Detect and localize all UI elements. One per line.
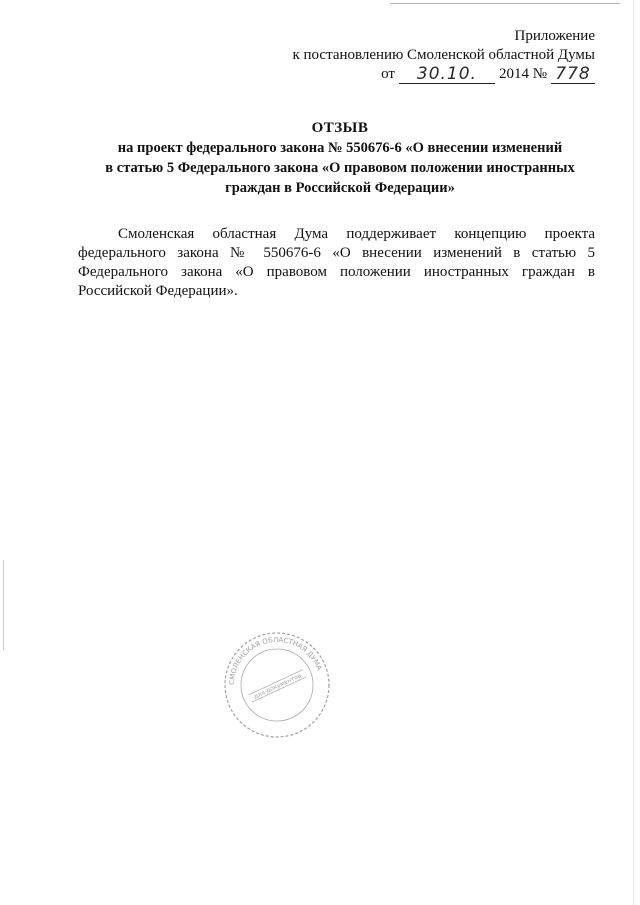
document-title: [60, 118, 620, 198]
seal-center-text: для документов: [252, 672, 303, 701]
svg-text:СМОЛЕНСКАЯ ОБЛАСТНАЯ ДУМА: [228, 636, 323, 685]
body-paragraph: Смоленская областная Дума поддерживает концепцию проекта федерального закона № 550676-6 «О внесении изменений в статью 5 Федерального закона «О правовом положении иностранных граждан в Российской Федерации».: [78, 226, 595, 299]
title-line-3: граждан в Российской Федерации»: [225, 180, 455, 196]
seal-stamp: [222, 630, 332, 740]
scan-artifact-right: [633, 0, 634, 905]
title-line-1: на проект федерального закона № 550676-6 «О внесении изменений: [117, 140, 563, 156]
scan-artifact-top: [390, 3, 620, 4]
resolution-reference: к постановлению Смоленской областной Думы: [292, 47, 595, 63]
appendix-label: Приложение: [514, 28, 595, 44]
seal-ring-text: СМОЛЕНСКАЯ ОБЛАСТНАЯ ДУМА: [227, 635, 324, 686]
scan-artifact-left: [3, 560, 4, 650]
date-number-line: [292, 65, 595, 84]
year-and-number-sign: 2014 №: [498, 66, 547, 82]
appendix-header: [292, 27, 595, 84]
handwritten-date: 30.10.: [399, 66, 495, 84]
title-line-2: в статью 5 Федерального закона «О правовом положении иностранных: [105, 160, 575, 176]
from-prefix: от: [381, 66, 395, 82]
handwritten-number: 778: [551, 66, 595, 84]
title-main: ОТЗЫВ: [311, 120, 369, 136]
